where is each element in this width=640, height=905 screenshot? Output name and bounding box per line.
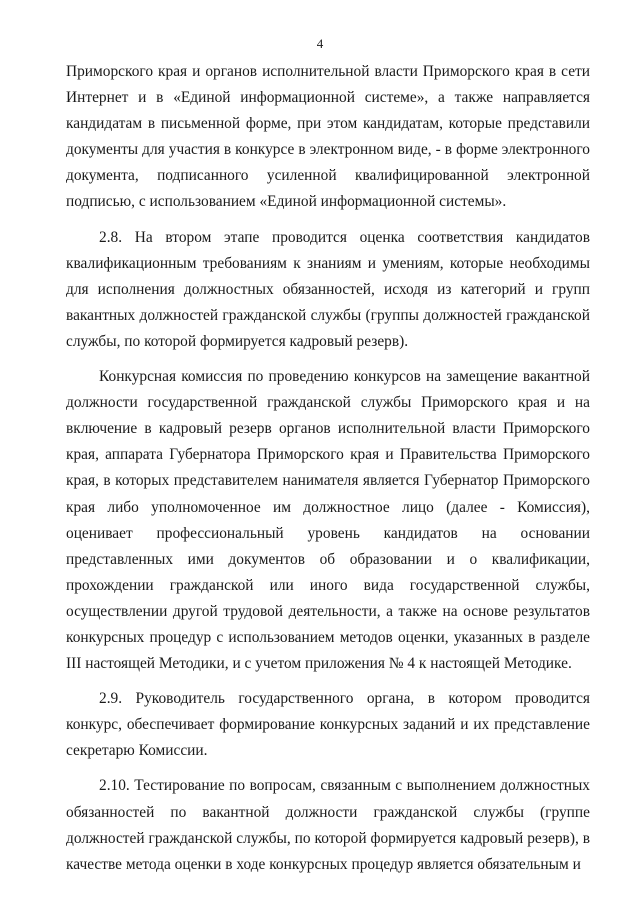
paragraph-2-8: 2.8. На втором этапе проводится оценка соответствия кандидатов квалификационным требованиям к знаниям и умениям, которые необходимы для исполнения должностных обязанностей, исходя из категорий и групп вакантных должностей гражданской службы (группы должностей гражданской службы, по которой формируется кадровый резерв). [66, 228, 590, 350]
document-body [66, 59, 590, 878]
paragraph-2-10: 2.10. Тестирование по вопросам, связанным с выполнением должностных обязанностей по вакантной должности гражданской службы (группе должностей гражданской службы, по которой формируется кадровый резерв), в качестве метода оценки в ходе конкурсных процедур является обязательным и [66, 777, 590, 873]
paragraph-2-9: 2.9. Руководитель государственного органа, в котором проводится конкурс, обеспечивает формирование конкурсных заданий и их представление секретарю Комиссии. [66, 690, 590, 760]
paragraph-commission: Конкурсная комиссия по проведению конкурсов на замещение вакантной должности государственной гражданской службы Приморского края и на включение в кадровый резерв органов исполнительной власти Приморского края, аппарата Губернатора Приморского края и Правительства Приморского края, в которых представителем нанимателя является Губернатор Приморского края либо уполномоченное им должностное лицо (далее - Комиссия), оценивает профессиональный уровень кандидатов на основании представленных ими документов об образовании и о квалификации, прохождении гражданской или иного вида государственной службы, осуществлении другой трудовой деятельности, а также на основе результатов конкурсных процедур с использованием методов оценки, указанных в разделе III настоящей Методики, и с учетом приложения № 4 к настоящей Методике. [66, 368, 590, 673]
paragraph-continuation: Приморского края и органов исполнительной власти Приморского края в сети Интернет и в «Единой информационной системе», а также направляется кандидатам в письменной форме, при этом кандидатам, которые представили документы для участия в конкурсе в электронном виде, - в форме электронного документа, подписанного усиленной квалифицированной электронной подписью, с использованием «Единой информационной системы». [66, 63, 590, 211]
page-number: 4 [316, 36, 324, 51]
